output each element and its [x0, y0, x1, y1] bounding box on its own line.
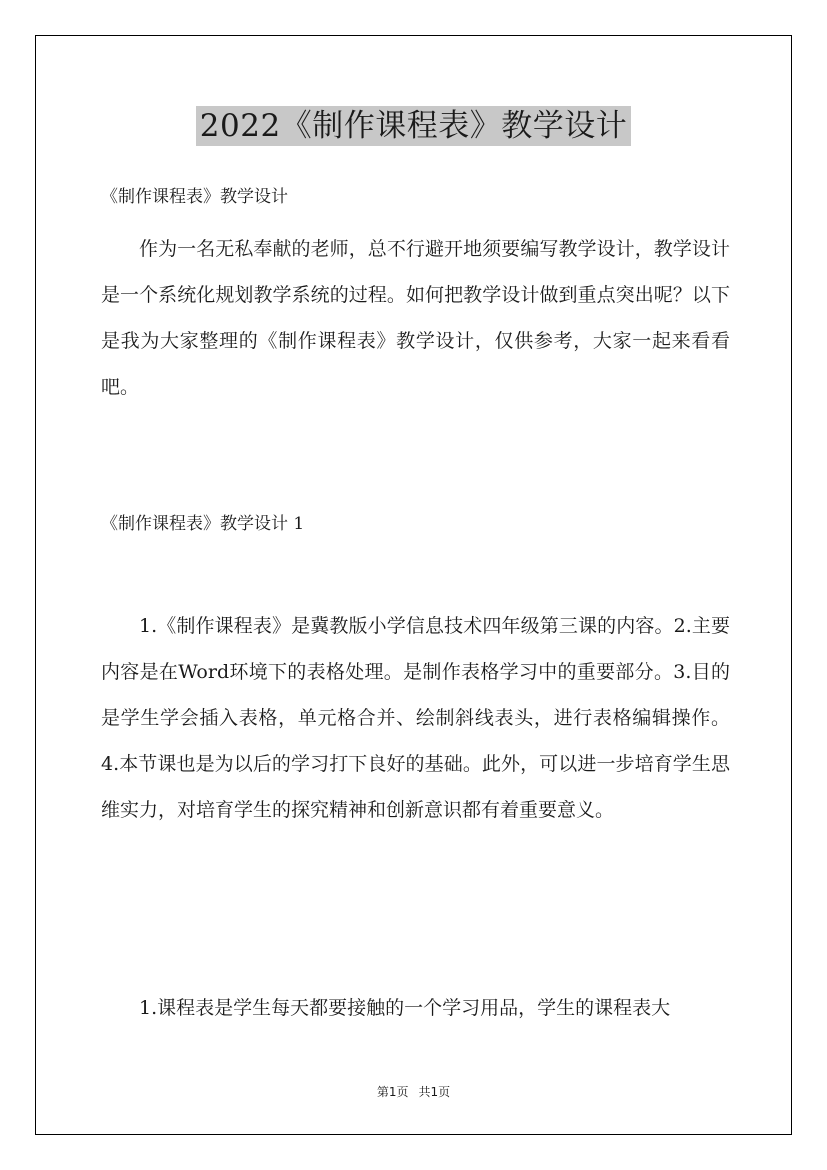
intro-paragraph: 作为一名无私奉献的老师，总不行避开地须要编写教学设计，教学设计是一个系统化规划教学系统的过程。如何把教学设计做到重点突出呢？以下是我为大家整理的《制作课程表》教学设计，仅供参考，大家一起来看看吧。 [101, 238, 730, 398]
page-footer [0, 1083, 827, 1100]
page-total: 共1页 [418, 1085, 451, 1099]
document-title [0, 100, 827, 145]
document-subtitle: 《制作课程表》教学设计 [101, 187, 288, 207]
page-number: 第1页 [376, 1085, 409, 1099]
document-title-text: 2022《制作课程表》教学设计 [196, 106, 631, 146]
body-paragraph-2: 1.课程表是学生每天都要接触的一个学习用品，学生的课程表大 [139, 997, 671, 1019]
section-heading: 《制作课程表》教学设计 1 [101, 514, 305, 534]
body-paragraph-1: 1.《制作课程表》是冀教版小学信息技术四年级第三课的内容。2.主要内容是在Word环境下的表格处理。是制作表格学习中的重要部分。3.目的是学生学会插入表格，单元格合并、绘制斜线表头，进行表格编辑操作。 4.本节课也是为以后的学习打下良好的基础。此外，可以进一步培育学生思维实力，对培育学生的探究精神和创新意识都有着重要意义。 [101, 615, 730, 821]
